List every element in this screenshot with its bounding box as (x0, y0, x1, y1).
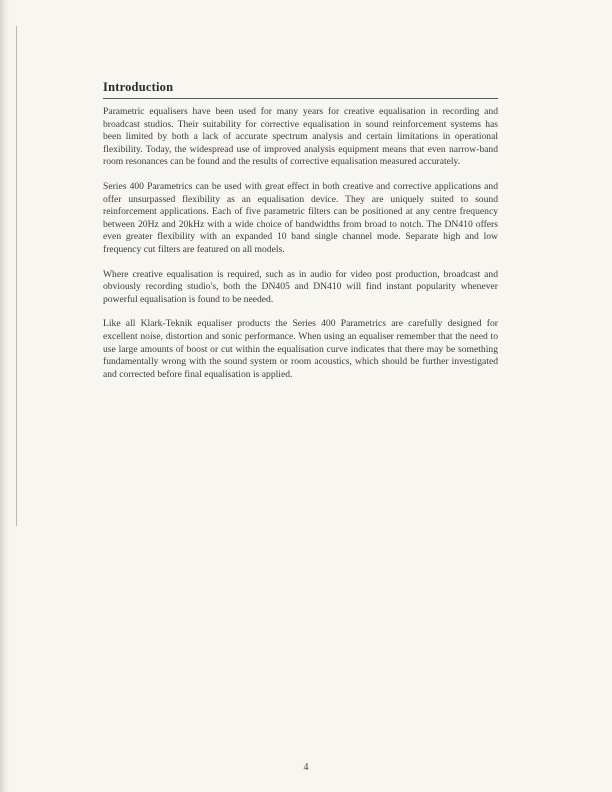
scan-edge-shadow (0, 0, 9, 792)
section-title: Introduction (103, 80, 174, 94)
page-content (103, 80, 498, 393)
paragraph-klark-teknik: Like all Klark-Teknik equaliser products the Series 400 Parametrics are carefully designed for excellent noise, distortion and sonic performance. When using an equaliser remember that the need to use large amounts of boost or cut within the equalisation curve indicates that there may be something fundamentally wrong with the sound system or room acoustics, which should be further investigated and corrected before final equalisation is applied. (103, 318, 498, 380)
paragraph-intro: Parametric equalisers have been used for many years for creative equalisation in recording and broadcast studios. Their suitability for corrective equalisation in sound reinforcement systems has been limited by both a lack of accurate spectrum analysis and certain limitations in operational flexibility. Today, the widespread use of improved analysis equipment means that even narrow-band room resonances can be found and the results of corrective equalisation measured accurately. (103, 106, 498, 168)
page-number: 4 (303, 762, 309, 773)
paragraph-creative-eq: Where creative equalisation is required, such as in audio for video post production, broadcast and obviously recording studio's, both the DN405 and DN410 will find instant popularity whenever powerful equalisation is found to be needed. (103, 268, 498, 305)
paragraph-series-400: Series 400 Parametrics can be used with great effect in both creative and corrective applications and offer unsurpassed flexibility as an equalisation device. They are uniquely suited to sound reinforcement applications. Each of five parametric filters can be positioned at any centre frequency between 20Hz and 20kHz with a wide choice of bandwidths from broad to notch. The DN410 offers even greater flexibility with an expanded 10 band single channel mode. Separate high and low frequency cut filters are featured on all models. (103, 180, 498, 255)
title-rule (103, 98, 498, 99)
binding-line (16, 26, 17, 526)
